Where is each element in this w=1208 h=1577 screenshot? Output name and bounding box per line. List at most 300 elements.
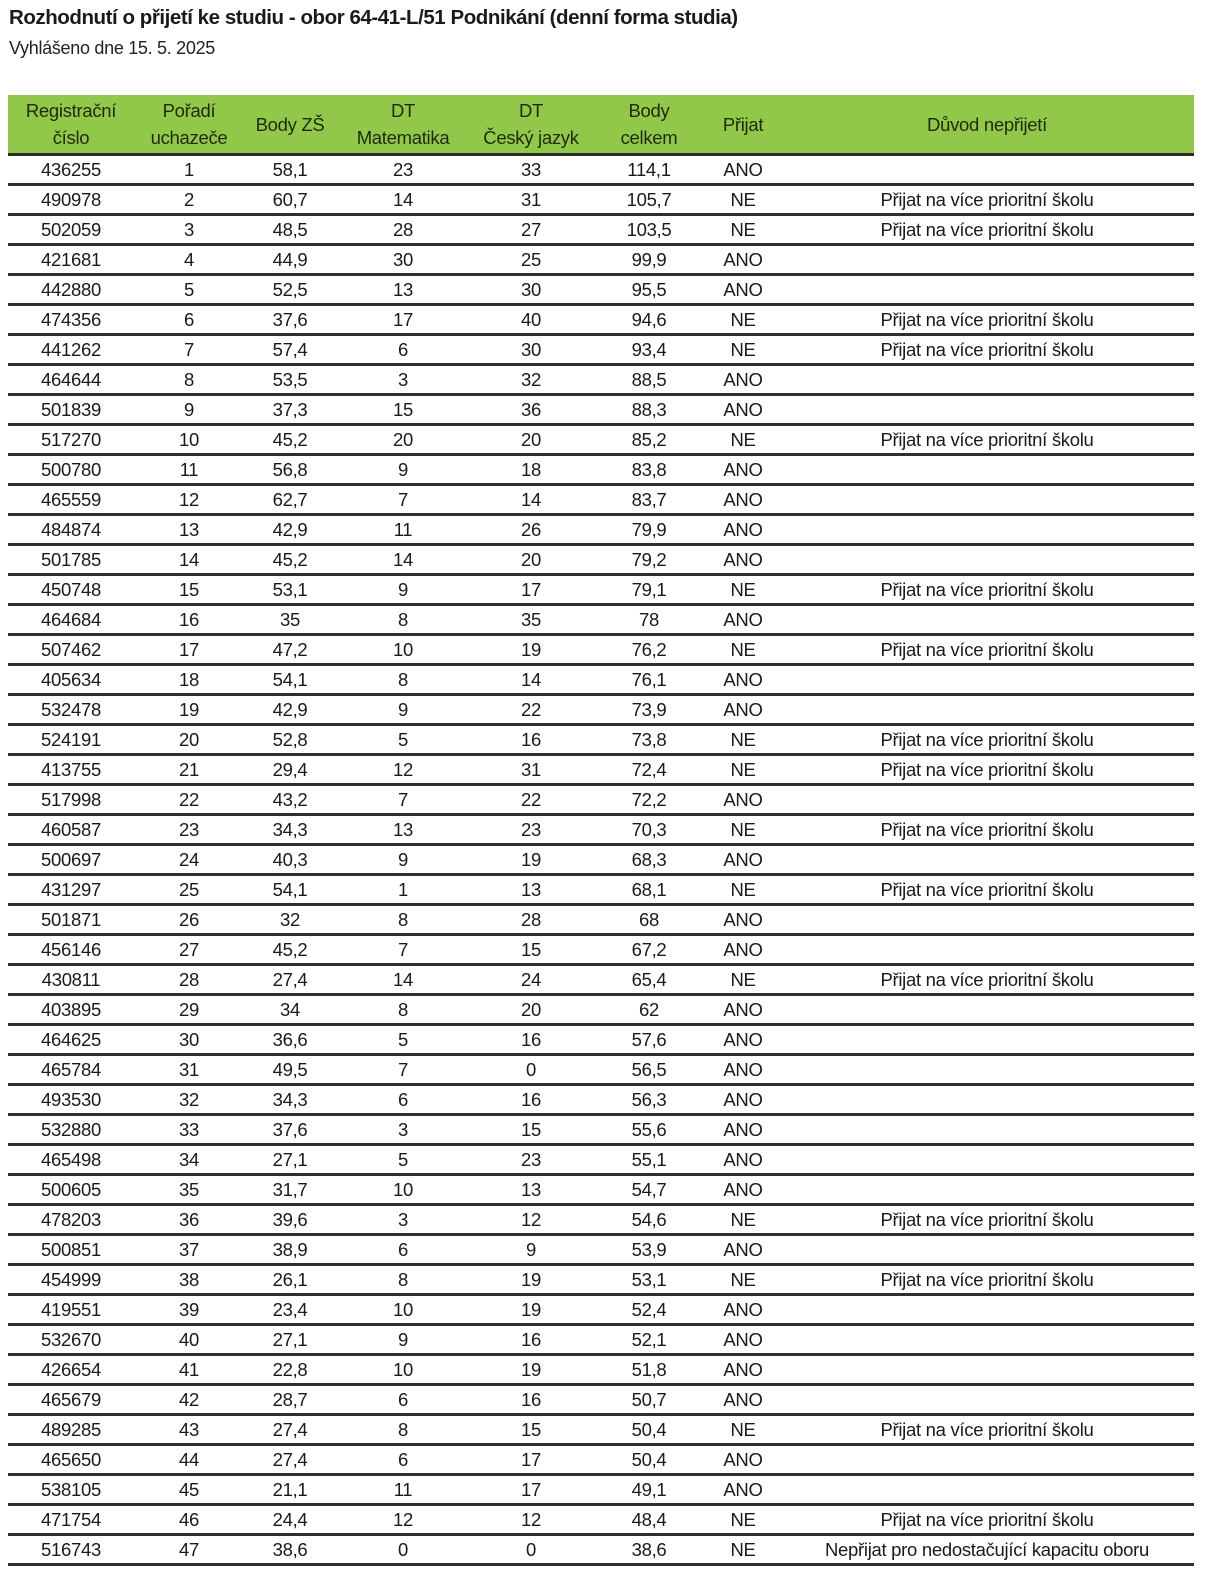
table-row <box>8 1325 1194 1355</box>
primary-school-points-cell: 54,1 <box>244 665 336 695</box>
czech-test-score-cell: 16 <box>470 1025 592 1055</box>
registration-number-cell: 501785 <box>8 545 134 575</box>
primary-school-points-cell: 37,6 <box>244 305 336 335</box>
header-line-1: Body ZŠ <box>255 113 325 135</box>
czech-test-score-cell: 30 <box>470 275 592 305</box>
admitted-status-cell: ANO <box>706 785 780 815</box>
primary-school-points-cell: 27,1 <box>244 1325 336 1355</box>
table-row <box>8 785 1194 815</box>
table-row <box>8 185 1194 215</box>
table-row <box>8 1145 1194 1175</box>
header-line-1: Přijat <box>722 113 764 135</box>
math-test-score-cell: 5 <box>336 725 470 755</box>
rejection-reason-cell: Přijat na více prioritní školu <box>780 215 1194 245</box>
registration-number-cell: 436255 <box>8 155 134 185</box>
rejection-reason-cell <box>780 935 1194 965</box>
registration-number-cell: 465679 <box>8 1385 134 1415</box>
total-points-cell: 67,2 <box>592 935 706 965</box>
total-points-cell: 55,1 <box>592 1145 706 1175</box>
table-row <box>8 245 1194 275</box>
registration-number-cell: 517270 <box>8 425 134 455</box>
registration-number-cell: 456146 <box>8 935 134 965</box>
primary-school-points-cell: 23,4 <box>244 1295 336 1325</box>
admitted-status-cell: ANO <box>706 1025 780 1055</box>
admitted-status-cell: ANO <box>706 455 780 485</box>
registration-number-cell: 502059 <box>8 215 134 245</box>
header-line-2: Český jazyk <box>483 127 579 148</box>
rejection-reason-cell <box>780 845 1194 875</box>
table-row <box>8 995 1194 1025</box>
registration-number-cell: 403895 <box>8 995 134 1025</box>
applicant-rank-cell: 39 <box>134 1295 244 1325</box>
primary-school-points-cell: 24,4 <box>244 1505 336 1535</box>
math-test-score-cell: 15 <box>336 395 470 425</box>
total-points-cell: 73,8 <box>592 725 706 755</box>
math-test-score-cell: 9 <box>336 695 470 725</box>
czech-test-score-cell: 31 <box>470 185 592 215</box>
registration-number-cell: 431297 <box>8 875 134 905</box>
applicant-rank-cell: 3 <box>134 215 244 245</box>
table-row <box>8 1115 1194 1145</box>
admitted-status-cell: ANO <box>706 1325 780 1355</box>
czech-test-score-cell: 30 <box>470 335 592 365</box>
primary-school-points-cell: 54,1 <box>244 875 336 905</box>
math-test-score-cell: 9 <box>336 845 470 875</box>
math-test-score-cell: 13 <box>336 275 470 305</box>
admitted-status-cell: ANO <box>706 1475 780 1505</box>
header-line-2: uchazeče <box>150 127 228 148</box>
table-row <box>8 845 1194 875</box>
applicant-rank-cell: 40 <box>134 1325 244 1355</box>
table-row <box>8 335 1194 365</box>
applicant-rank-cell: 4 <box>134 245 244 275</box>
math-test-score-cell: 5 <box>336 1025 470 1055</box>
math-test-score-cell: 11 <box>336 1475 470 1505</box>
math-test-score-cell: 9 <box>336 1325 470 1355</box>
table-row <box>8 1415 1194 1445</box>
total-points-cell: 93,4 <box>592 335 706 365</box>
applicant-rank-cell: 44 <box>134 1445 244 1475</box>
table-row <box>8 1355 1194 1385</box>
registration-number-cell: 450748 <box>8 575 134 605</box>
primary-school-points-cell: 45,2 <box>244 935 336 965</box>
czech-test-score-cell: 31 <box>470 755 592 785</box>
table-row <box>8 215 1194 245</box>
admitted-status-cell: NE <box>706 575 780 605</box>
header-rejection-reason <box>780 95 1194 155</box>
admitted-status-cell: ANO <box>706 365 780 395</box>
document-title: Rozhodnutí o přijetí ke studiu - obor 64-41-L/51 Podnikání (denní forma studia) <box>9 6 738 29</box>
czech-test-score-cell: 0 <box>470 1535 592 1565</box>
registration-number-cell: 500851 <box>8 1235 134 1265</box>
czech-test-score-cell: 12 <box>470 1505 592 1535</box>
registration-number-cell: 465650 <box>8 1445 134 1475</box>
czech-test-score-cell: 28 <box>470 905 592 935</box>
primary-school-points-cell: 42,9 <box>244 695 336 725</box>
primary-school-points-cell: 32 <box>244 905 336 935</box>
rejection-reason-cell: Přijat na více prioritní školu <box>780 1415 1194 1445</box>
registration-number-cell: 532670 <box>8 1325 134 1355</box>
primary-school-points-cell: 29,4 <box>244 755 336 785</box>
applicant-rank-cell: 15 <box>134 575 244 605</box>
applicant-rank-cell: 7 <box>134 335 244 365</box>
applicant-rank-cell: 6 <box>134 305 244 335</box>
admitted-status-cell: ANO <box>706 1295 780 1325</box>
primary-school-points-cell: 53,1 <box>244 575 336 605</box>
table-row <box>8 1475 1194 1505</box>
admitted-status-cell: ANO <box>706 485 780 515</box>
table-row <box>8 485 1194 515</box>
admitted-status-cell: NE <box>706 1205 780 1235</box>
table-row <box>8 1385 1194 1415</box>
applicant-rank-cell: 25 <box>134 875 244 905</box>
total-points-cell: 50,4 <box>592 1415 706 1445</box>
admitted-status-cell: ANO <box>706 1085 780 1115</box>
primary-school-points-cell: 37,3 <box>244 395 336 425</box>
table-row <box>8 1025 1194 1055</box>
total-points-cell: 68,3 <box>592 845 706 875</box>
applicant-rank-cell: 1 <box>134 155 244 185</box>
total-points-cell: 68 <box>592 905 706 935</box>
total-points-cell: 114,1 <box>592 155 706 185</box>
header-applicant-rank <box>134 95 244 155</box>
admitted-status-cell: ANO <box>706 905 780 935</box>
rejection-reason-cell: Nepřijat pro nedostačující kapacitu oboru <box>780 1535 1194 1565</box>
math-test-score-cell: 7 <box>336 785 470 815</box>
applicant-rank-cell: 36 <box>134 1205 244 1235</box>
table-row <box>8 1535 1194 1565</box>
applicant-rank-cell: 17 <box>134 635 244 665</box>
math-test-score-cell: 10 <box>336 635 470 665</box>
rejection-reason-cell <box>780 515 1194 545</box>
total-points-cell: 99,9 <box>592 245 706 275</box>
primary-school-points-cell: 57,4 <box>244 335 336 365</box>
czech-test-score-cell: 0 <box>470 1055 592 1085</box>
czech-test-score-cell: 25 <box>470 245 592 275</box>
total-points-cell: 79,9 <box>592 515 706 545</box>
table-row <box>8 815 1194 845</box>
czech-test-score-cell: 20 <box>470 995 592 1025</box>
total-points-cell: 72,4 <box>592 755 706 785</box>
registration-number-cell: 474356 <box>8 305 134 335</box>
total-points-cell: 52,1 <box>592 1325 706 1355</box>
registration-number-cell: 460587 <box>8 815 134 845</box>
total-points-cell: 48,4 <box>592 1505 706 1535</box>
czech-test-score-cell: 23 <box>470 815 592 845</box>
header-registration-number <box>8 95 134 155</box>
registration-number-cell: 464684 <box>8 605 134 635</box>
primary-school-points-cell: 48,5 <box>244 215 336 245</box>
rejection-reason-cell <box>780 995 1194 1025</box>
rejection-reason-cell <box>780 1445 1194 1475</box>
total-points-cell: 88,5 <box>592 365 706 395</box>
math-test-score-cell: 6 <box>336 335 470 365</box>
czech-test-score-cell: 17 <box>470 1475 592 1505</box>
primary-school-points-cell: 34,3 <box>244 815 336 845</box>
rejection-reason-cell: Přijat na více prioritní školu <box>780 965 1194 995</box>
czech-test-score-cell: 19 <box>470 635 592 665</box>
applicant-rank-cell: 47 <box>134 1535 244 1565</box>
czech-test-score-cell: 9 <box>470 1235 592 1265</box>
applicant-rank-cell: 28 <box>134 965 244 995</box>
total-points-cell: 51,8 <box>592 1355 706 1385</box>
registration-number-cell: 516743 <box>8 1535 134 1565</box>
czech-test-score-cell: 13 <box>470 875 592 905</box>
math-test-score-cell: 10 <box>336 1175 470 1205</box>
czech-test-score-cell: 20 <box>470 425 592 455</box>
czech-test-score-cell: 22 <box>470 785 592 815</box>
primary-school-points-cell: 34,3 <box>244 1085 336 1115</box>
primary-school-points-cell: 36,6 <box>244 1025 336 1055</box>
admitted-status-cell: ANO <box>706 1115 780 1145</box>
total-points-cell: 56,3 <box>592 1085 706 1115</box>
header-line-1: Registrační <box>25 100 117 121</box>
primary-school-points-cell: 34 <box>244 995 336 1025</box>
admission-results-table <box>8 95 1194 1566</box>
table-row <box>8 1505 1194 1535</box>
registration-number-cell: 484874 <box>8 515 134 545</box>
applicant-rank-cell: 34 <box>134 1145 244 1175</box>
header-math-test <box>336 95 470 155</box>
total-points-cell: 54,7 <box>592 1175 706 1205</box>
primary-school-points-cell: 49,5 <box>244 1055 336 1085</box>
primary-school-points-cell: 27,1 <box>244 1145 336 1175</box>
total-points-cell: 78 <box>592 605 706 635</box>
rejection-reason-cell <box>780 245 1194 275</box>
applicant-rank-cell: 32 <box>134 1085 244 1115</box>
admitted-status-cell: ANO <box>706 665 780 695</box>
total-points-cell: 50,4 <box>592 1445 706 1475</box>
total-points-cell: 76,1 <box>592 665 706 695</box>
registration-number-cell: 490978 <box>8 185 134 215</box>
registration-number-cell: 464644 <box>8 365 134 395</box>
primary-school-points-cell: 27,4 <box>244 1415 336 1445</box>
admitted-status-cell: NE <box>706 1265 780 1295</box>
rejection-reason-cell: Přijat na více prioritní školu <box>780 305 1194 335</box>
rejection-reason-cell <box>780 605 1194 635</box>
math-test-score-cell: 3 <box>336 365 470 395</box>
header-line-1: Důvod nepřijetí <box>927 113 1047 135</box>
total-points-cell: 79,2 <box>592 545 706 575</box>
total-points-cell: 54,6 <box>592 1205 706 1235</box>
admitted-status-cell: ANO <box>706 395 780 425</box>
primary-school-points-cell: 56,8 <box>244 455 336 485</box>
header-row <box>8 95 1194 155</box>
primary-school-points-cell: 26,1 <box>244 1265 336 1295</box>
math-test-score-cell: 14 <box>336 545 470 575</box>
header-line-1: DT <box>390 100 416 121</box>
admitted-status-cell: ANO <box>706 1235 780 1265</box>
applicant-rank-cell: 5 <box>134 275 244 305</box>
czech-test-score-cell: 26 <box>470 515 592 545</box>
registration-number-cell: 465784 <box>8 1055 134 1085</box>
table-row <box>8 515 1194 545</box>
total-points-cell: 95,5 <box>592 275 706 305</box>
czech-test-score-cell: 13 <box>470 1175 592 1205</box>
table-row <box>8 875 1194 905</box>
czech-test-score-cell: 14 <box>470 665 592 695</box>
rejection-reason-cell: Přijat na více prioritní školu <box>780 635 1194 665</box>
math-test-score-cell: 9 <box>336 575 470 605</box>
czech-test-score-cell: 15 <box>470 1415 592 1445</box>
table-row <box>8 1235 1194 1265</box>
czech-test-score-cell: 12 <box>470 1205 592 1235</box>
total-points-cell: 38,6 <box>592 1535 706 1565</box>
registration-number-cell: 500605 <box>8 1175 134 1205</box>
czech-test-score-cell: 33 <box>470 155 592 185</box>
total-points-cell: 76,2 <box>592 635 706 665</box>
math-test-score-cell: 8 <box>336 665 470 695</box>
math-test-score-cell: 30 <box>336 245 470 275</box>
table-row <box>8 635 1194 665</box>
header-line-2: celkem <box>620 127 678 148</box>
registration-number-cell: 493530 <box>8 1085 134 1115</box>
czech-test-score-cell: 15 <box>470 935 592 965</box>
czech-test-score-cell: 18 <box>470 455 592 485</box>
math-test-score-cell: 8 <box>336 995 470 1025</box>
admitted-status-cell: ANO <box>706 1145 780 1175</box>
primary-school-points-cell: 62,7 <box>244 485 336 515</box>
rejection-reason-cell <box>780 1025 1194 1055</box>
total-points-cell: 88,3 <box>592 395 706 425</box>
total-points-cell: 83,7 <box>592 485 706 515</box>
header-primary-school-points <box>244 95 336 155</box>
admitted-status-cell: NE <box>706 425 780 455</box>
czech-test-score-cell: 15 <box>470 1115 592 1145</box>
admitted-status-cell: ANO <box>706 155 780 185</box>
admitted-status-cell: NE <box>706 875 780 905</box>
table-row <box>8 1265 1194 1295</box>
rejection-reason-cell: Přijat na více prioritní školu <box>780 425 1194 455</box>
math-test-score-cell: 12 <box>336 1505 470 1535</box>
applicant-rank-cell: 19 <box>134 695 244 725</box>
applicant-rank-cell: 26 <box>134 905 244 935</box>
primary-school-points-cell: 47,2 <box>244 635 336 665</box>
math-test-score-cell: 17 <box>336 305 470 335</box>
total-points-cell: 83,8 <box>592 455 706 485</box>
math-test-score-cell: 14 <box>336 965 470 995</box>
rejection-reason-cell <box>780 1355 1194 1385</box>
rejection-reason-cell <box>780 1115 1194 1145</box>
total-points-cell: 85,2 <box>592 425 706 455</box>
rejection-reason-cell <box>780 1145 1194 1175</box>
applicant-rank-cell: 23 <box>134 815 244 845</box>
primary-school-points-cell: 53,5 <box>244 365 336 395</box>
applicant-rank-cell: 45 <box>134 1475 244 1505</box>
czech-test-score-cell: 35 <box>470 605 592 635</box>
header-total-points <box>592 95 706 155</box>
admitted-status-cell: ANO <box>706 1055 780 1085</box>
math-test-score-cell: 5 <box>336 1145 470 1175</box>
admitted-status-cell: NE <box>706 305 780 335</box>
table-row <box>8 695 1194 725</box>
primary-school-points-cell: 44,9 <box>244 245 336 275</box>
applicant-rank-cell: 11 <box>134 455 244 485</box>
registration-number-cell: 454999 <box>8 1265 134 1295</box>
applicant-rank-cell: 42 <box>134 1385 244 1415</box>
math-test-score-cell: 8 <box>336 1415 470 1445</box>
primary-school-points-cell: 38,6 <box>244 1535 336 1565</box>
math-test-score-cell: 7 <box>336 1055 470 1085</box>
total-points-cell: 53,9 <box>592 1235 706 1265</box>
admitted-status-cell: NE <box>706 335 780 365</box>
math-test-score-cell: 9 <box>336 455 470 485</box>
admitted-status-cell: ANO <box>706 545 780 575</box>
primary-school-points-cell: 37,6 <box>244 1115 336 1145</box>
table-row <box>8 965 1194 995</box>
table-row <box>8 1055 1194 1085</box>
applicant-rank-cell: 16 <box>134 605 244 635</box>
header-line-2: Matematika <box>356 127 450 148</box>
table-row <box>8 1175 1194 1205</box>
total-points-cell: 94,6 <box>592 305 706 335</box>
registration-number-cell: 500780 <box>8 455 134 485</box>
applicant-rank-cell: 12 <box>134 485 244 515</box>
czech-test-score-cell: 14 <box>470 485 592 515</box>
applicant-rank-cell: 8 <box>134 365 244 395</box>
math-test-score-cell: 6 <box>336 1085 470 1115</box>
admitted-status-cell: ANO <box>706 995 780 1025</box>
primary-school-points-cell: 31,7 <box>244 1175 336 1205</box>
czech-test-score-cell: 17 <box>470 1445 592 1475</box>
rejection-reason-cell: Přijat na více prioritní školu <box>780 1505 1194 1535</box>
czech-test-score-cell: 20 <box>470 545 592 575</box>
czech-test-score-cell: 19 <box>470 1265 592 1295</box>
rejection-reason-cell <box>780 1325 1194 1355</box>
rejection-reason-cell <box>780 785 1194 815</box>
math-test-score-cell: 8 <box>336 1265 470 1295</box>
admitted-status-cell: ANO <box>706 1175 780 1205</box>
rejection-reason-cell <box>780 695 1194 725</box>
math-test-score-cell: 6 <box>336 1385 470 1415</box>
registration-number-cell: 465498 <box>8 1145 134 1175</box>
rejection-reason-cell: Přijat na více prioritní školu <box>780 185 1194 215</box>
registration-number-cell: 464625 <box>8 1025 134 1055</box>
rejection-reason-cell <box>780 365 1194 395</box>
table-row <box>8 1295 1194 1325</box>
math-test-score-cell: 12 <box>336 755 470 785</box>
table-row <box>8 605 1194 635</box>
admitted-status-cell: ANO <box>706 1385 780 1415</box>
rejection-reason-cell <box>780 1085 1194 1115</box>
header-admitted <box>706 95 780 155</box>
table-row <box>8 725 1194 755</box>
rejection-reason-cell <box>780 485 1194 515</box>
table-row <box>8 455 1194 485</box>
math-test-score-cell: 7 <box>336 485 470 515</box>
applicant-rank-cell: 27 <box>134 935 244 965</box>
registration-number-cell: 489285 <box>8 1415 134 1445</box>
applicant-rank-cell: 41 <box>134 1355 244 1385</box>
primary-school-points-cell: 28,7 <box>244 1385 336 1415</box>
total-points-cell: 68,1 <box>592 875 706 905</box>
table-row <box>8 1085 1194 1115</box>
rejection-reason-cell <box>780 455 1194 485</box>
admitted-status-cell: NE <box>706 755 780 785</box>
total-points-cell: 53,1 <box>592 1265 706 1295</box>
admitted-status-cell: ANO <box>706 605 780 635</box>
primary-school-points-cell: 22,8 <box>244 1355 336 1385</box>
total-points-cell: 52,4 <box>592 1295 706 1325</box>
math-test-score-cell: 1 <box>336 875 470 905</box>
registration-number-cell: 441262 <box>8 335 134 365</box>
czech-test-score-cell: 16 <box>470 1085 592 1115</box>
czech-test-score-cell: 22 <box>470 695 592 725</box>
primary-school-points-cell: 39,6 <box>244 1205 336 1235</box>
admitted-status-cell: NE <box>706 185 780 215</box>
registration-number-cell: 501871 <box>8 905 134 935</box>
total-points-cell: 105,7 <box>592 185 706 215</box>
